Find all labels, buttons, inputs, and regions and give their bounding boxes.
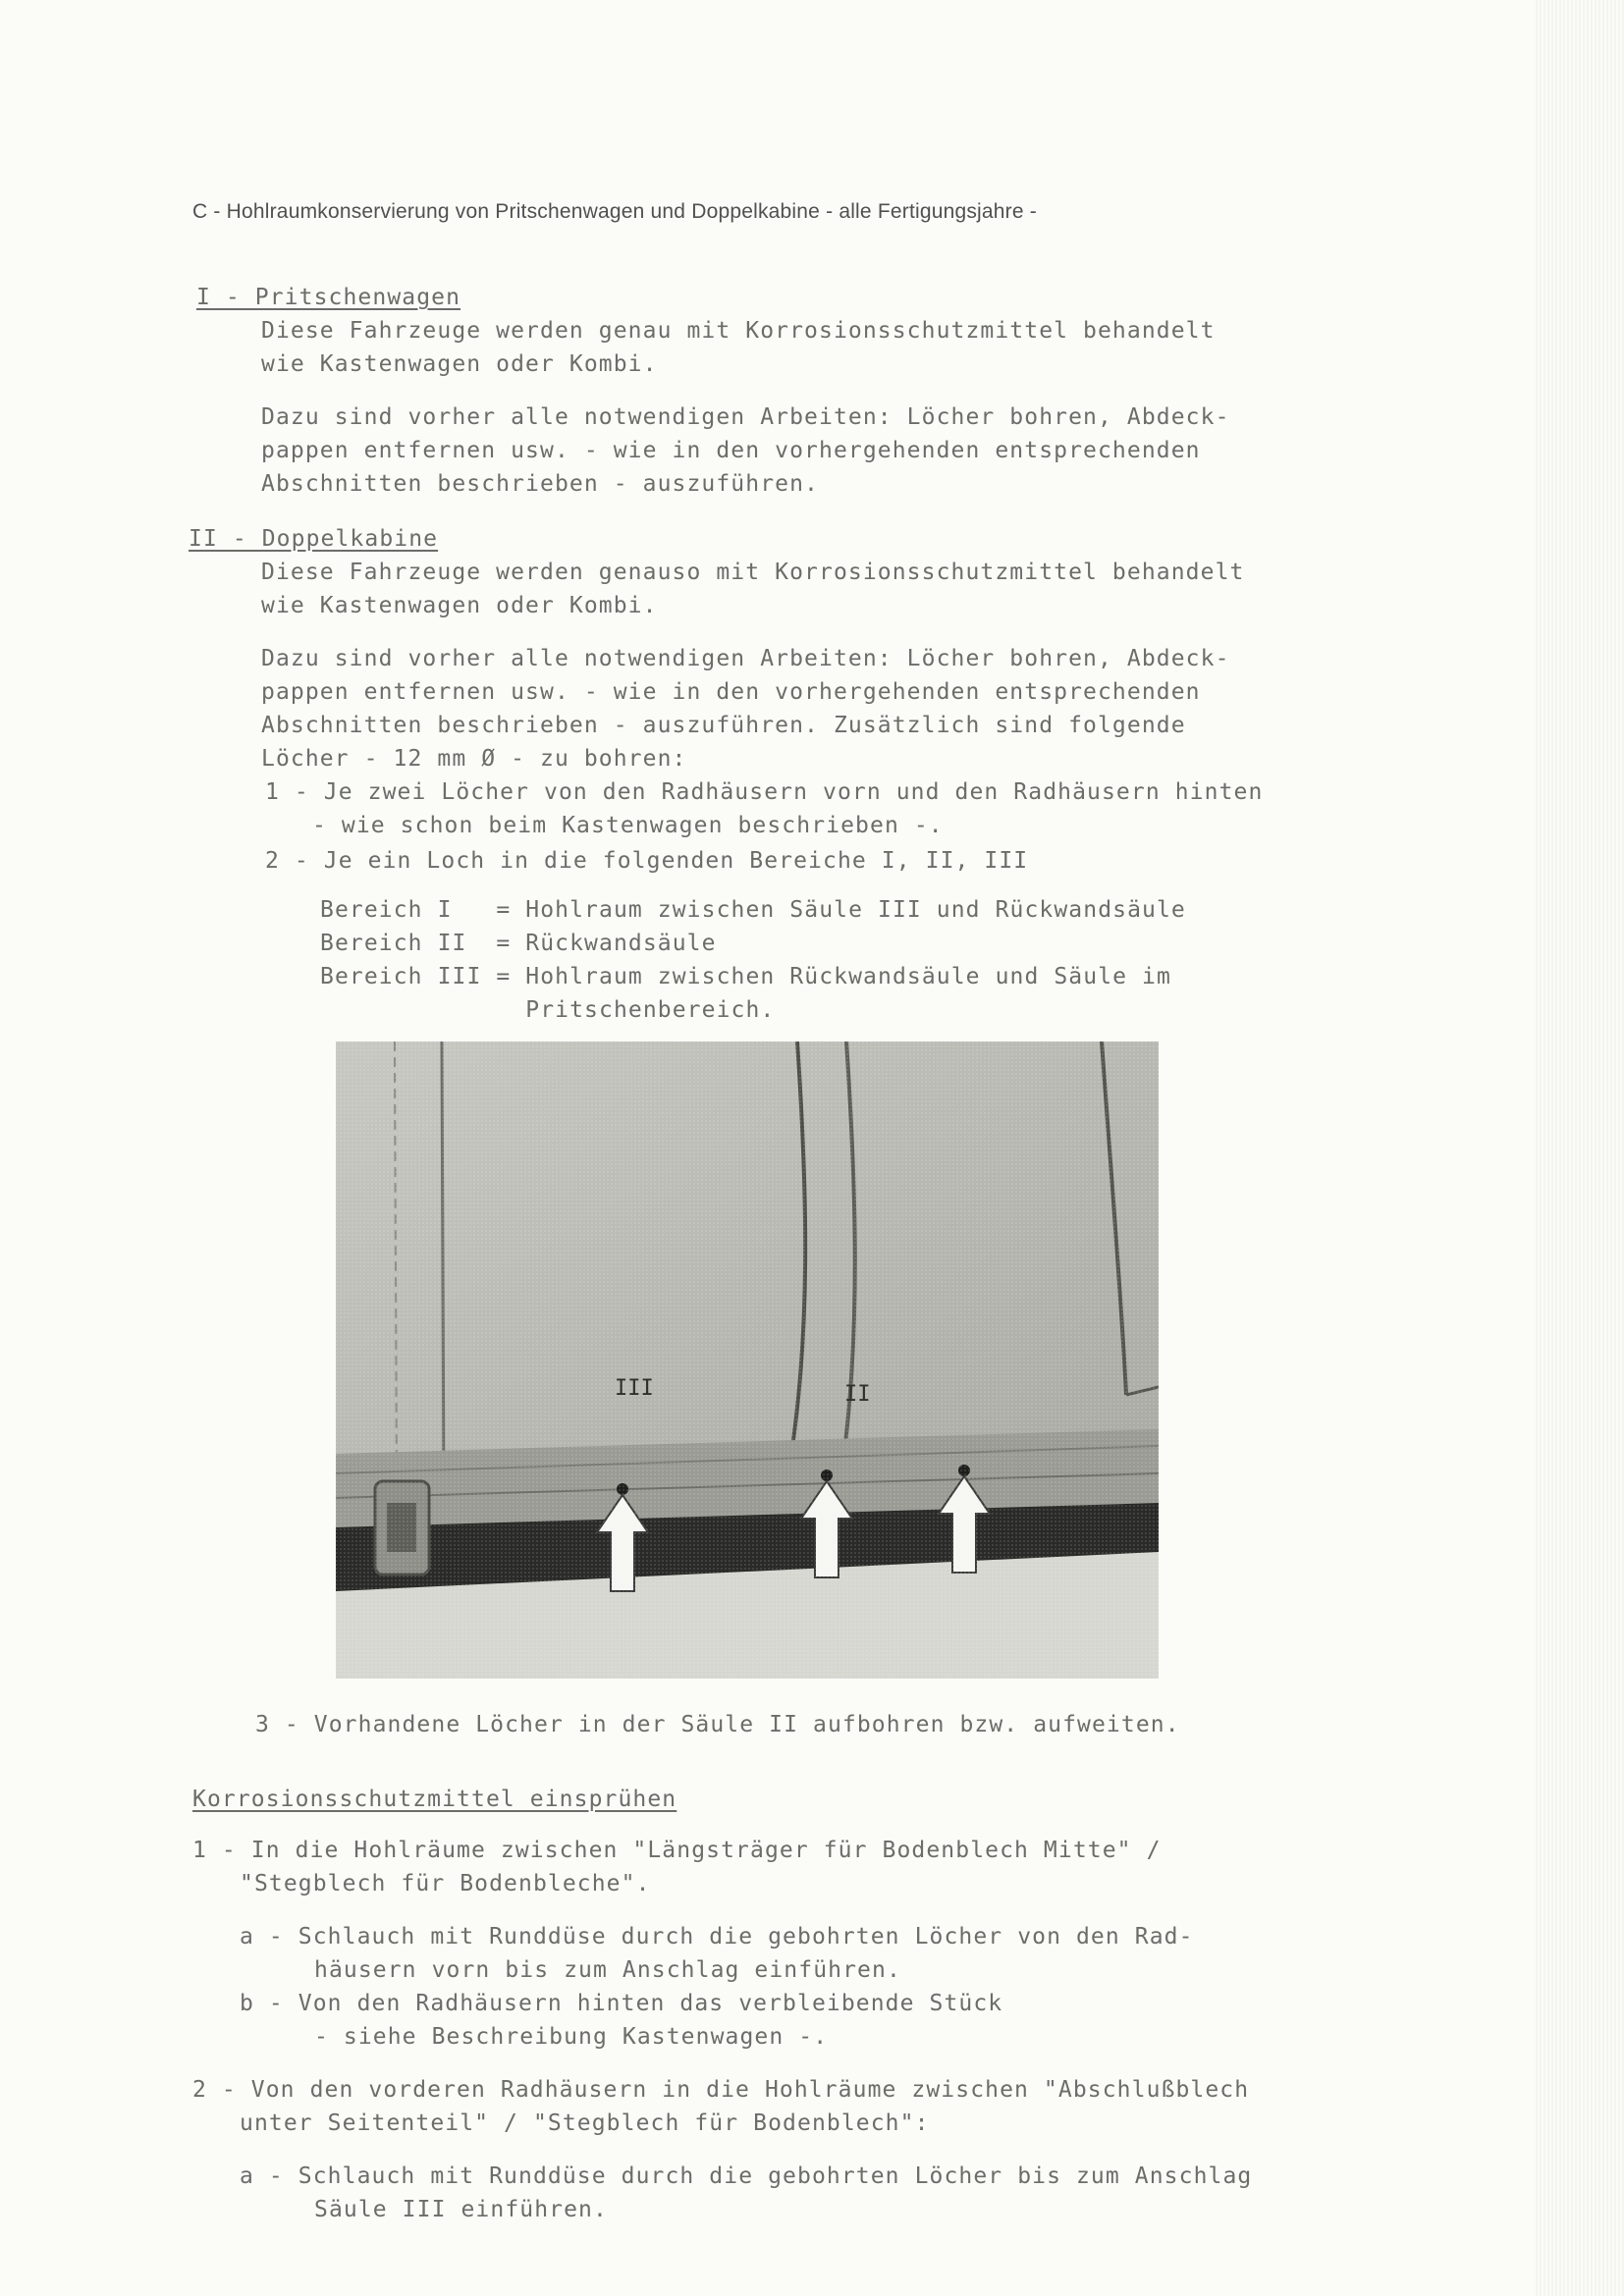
- text-line: wie Kastenwagen oder Kombi.: [261, 593, 658, 618]
- list-item-continuation: Säule III einführen.: [314, 2197, 608, 2222]
- list-item: 2 - Je ein Loch in die folgenden Bereiche I, II, III: [265, 848, 1029, 874]
- section-title-doppelkabine: II - Doppelkabine: [189, 526, 439, 552]
- text-line: wie Kastenwagen oder Kombi.: [261, 351, 658, 377]
- scan-edge: [1536, 0, 1624, 2296]
- page-heading: C - Hohlraumkonservierung von Pritschenwagen und Doppelkabine - alle Fertigungsjahre -: [192, 200, 1037, 223]
- list-item-continuation: - siehe Beschreibung Kastenwagen -.: [314, 2024, 829, 2050]
- text-line: Abschnitten beschrieben - auszuführen. Zusätzlich sind folgende: [261, 713, 1186, 738]
- section-title-pritschenwagen: I - Pritschenwagen: [196, 285, 461, 310]
- bereich-line: Bereich II = Rückwandsäule: [320, 931, 717, 956]
- list-item-continuation: "Stegblech für Bodenbleche".: [240, 1871, 651, 1896]
- figure-label-iii: III: [615, 1376, 654, 1401]
- text-line: Diese Fahrzeuge werden genau mit Korrosionsschutzmittel behandelt: [261, 318, 1216, 344]
- list-item: 2 - Von den vorderen Radhäusern in die Hohlräume zwischen "Abschlußblech: [192, 2077, 1250, 2103]
- section-title-einspruehen: Korrosionsschutzmittel einsprühen: [192, 1787, 677, 1812]
- text-line: Dazu sind vorher alle notwendigen Arbeiten: Löcher bohren, Abdeck-: [261, 404, 1230, 430]
- bereich-line: Bereich I = Hohlraum zwischen Säule III und Rückwandsäule: [320, 897, 1186, 923]
- figure-label-ii: II: [844, 1382, 871, 1407]
- bereich-line: Pritschenbereich.: [320, 997, 776, 1023]
- text-line: Löcher - 12 mm Ø - zu bohren:: [261, 746, 687, 772]
- text-line: Abschnitten beschrieben - auszuführen.: [261, 471, 819, 497]
- text-line: Diese Fahrzeuge werden genauso mit Korrosionsschutzmittel behandelt: [261, 560, 1245, 585]
- list-item: 1 - Je zwei Löcher von den Radhäusern vorn und den Radhäusern hinten: [265, 779, 1264, 805]
- vehicle-sill-photo: [336, 1041, 1159, 1679]
- list-item: 3 - Vorhandene Löcher in der Säule II aufbohren bzw. aufweiten.: [255, 1712, 1180, 1737]
- list-item: a - Schlauch mit Runddüse durch die gebohrten Löcher von den Rad-: [240, 1924, 1194, 1949]
- text-line: pappen entfernen usw. - wie in den vorhergehenden entsprechenden: [261, 438, 1201, 463]
- text-line: pappen entfernen usw. - wie in den vorhergehenden entsprechenden: [261, 679, 1201, 705]
- list-item: a - Schlauch mit Runddüse durch die gebohrten Löcher bis zum Anschlag: [240, 2163, 1253, 2189]
- bereich-line: Bereich III = Hohlraum zwischen Rückwandsäule und Säule im: [320, 964, 1171, 989]
- list-item: 1 - In die Hohlräume zwischen "Längsträger für Bodenblech Mitte" /: [192, 1838, 1162, 1863]
- list-item: b - Von den Radhäusern hinten das verbleibende Stück: [240, 1991, 1003, 2016]
- list-item-continuation: häusern vorn bis zum Anschlag einführen.: [314, 1957, 901, 1983]
- list-item-continuation: - wie schon beim Kastenwagen beschrieben -.: [312, 813, 944, 838]
- text-line: Dazu sind vorher alle notwendigen Arbeiten: Löcher bohren, Abdeck-: [261, 646, 1230, 671]
- list-item-continuation: unter Seitenteil" / "Stegblech für Bodenblech":: [240, 2110, 930, 2136]
